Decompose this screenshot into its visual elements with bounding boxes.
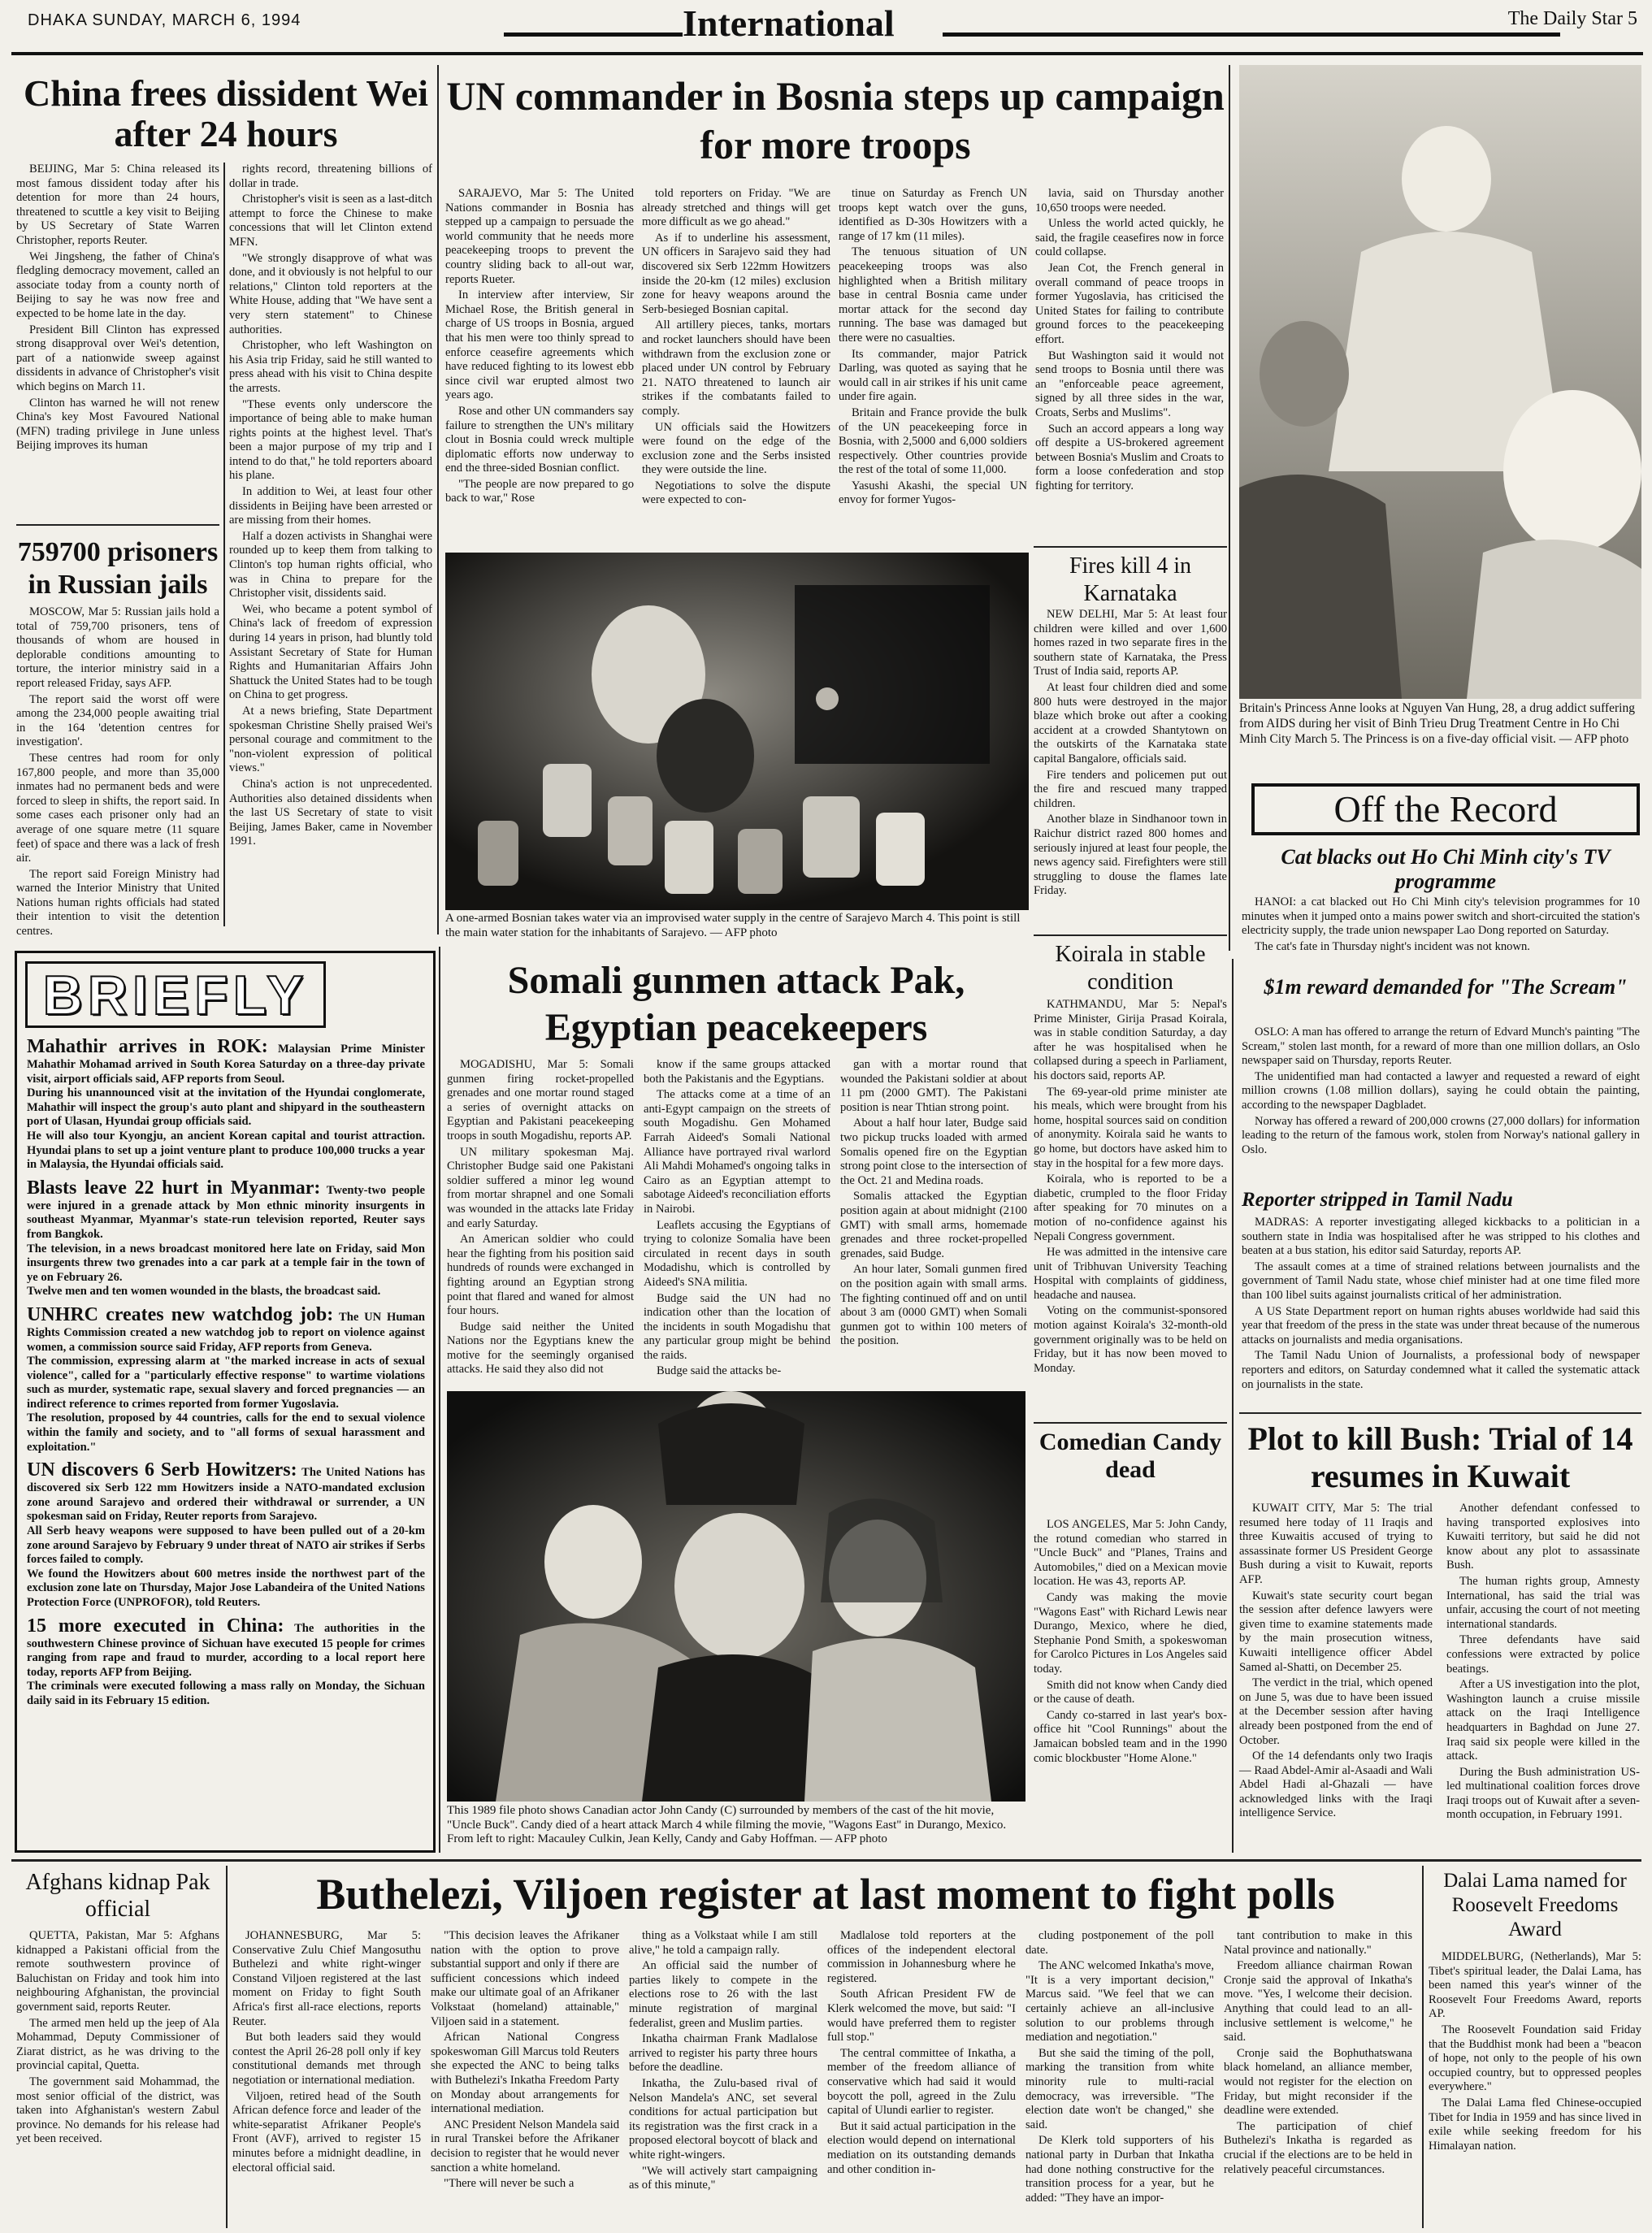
- briefly-item-1: [27, 1036, 425, 1173]
- bosnia-col4: lavia, said on Thursday another 10,650 troops were needed. Unless the world acted quickly, he said, the fragile ceasefires now in force could collapse. Jean Cot, the French general in overall command of peace troops in former Yugoslavia, has criticised the United States for failing to contribute ground forces to the peacekeeping effort. But Washington said it would not send troops to Bosnia until there was an "enforceable peace agreement, signed by all three sides in the war, Croats, Serbs and Muslims". Such an accord appears a long way off despite a US-brokered agreement between Bosnia's Muslim and Croats to form a loose confederation and stop fighting for territory.: [1035, 187, 1224, 492]
- china-col1: BEIJING, Mar 5: China released its most famous dissident today after his detention for more than 24 hours, threatened to scuttle a key visit to Beijing by US Secretary of State Warren Christopher, reports Reuter. Wei Jingsheng, the father of China's fledgling democracy movement, called an associate today from a county north of Beijing to say he was now free and expected to be home late in the day. President Bill Clinton has expressed strong disapproval over Wei's detention, part of a nationwide sweep against dissidents in advance of Christopher's visit which begins on March 11. Clinton has warned he will not renew China's key Most Favoured National (MFN) trading privilege in June unless Beijing improves its human: [16, 163, 219, 453]
- briefly-text: Twenty-two people were injured in a grenade attack by Mon ethnic minority insurgents in southeast Myanmar, Myanmar's state-run television reported, Reuter says from Bangkok. The television, in a news broadcast monitored here late on Friday, said Mon insurgents threw two grenades into a car park at a temple fair in the town of ye on February 26. Twelve men and ten women wounded in the blasts, the broadcast said.: [27, 1183, 426, 1299]
- briefly-text: Malaysian Prime Minister Mahathir Mohamad arrived in South Korea Saturday on a three-day private visit, airport officials said, AFP reports from Seoul. During his unannounced visit at the invitation of the Hyundai conglomerate, Mahathir will inspect the group's auto plant and shipyard in the southeastern port of Ulasan, Hyundai group officials said. He will also tour Kyongju, an ancient Korean capital and tourist attraction. Hyundai plans to set up a joint venture plant to produce 100,000 trucks a year in Malaysia, the Hyundai officials said.: [27, 1043, 425, 1172]
- anne-caption: Britain's Princess Anne looks at Nguyen Van Hung, 28, a drug addict suffering from AIDS during her visit of Binh Trieu Drug Treatment Centre in Ho Chi Minh City March 5. The Princess is on a five-day official visit. — AFP photo: [1239, 701, 1635, 746]
- russia-body: MOSCOW, Mar 5: Russian jails hold a total of 759,700 prisoners, tens of thousands of whom are housed in deplorable conditions amounting to torture, the interior ministry said in a report released Friday, says AFP. The report said the worst off were among the 234,000 people awaiting trial in the 164 'detention centres for investigation'. These centres had room for only 167,800 people, and more than 35,000 inmates had no permanent beds and were forced to sleep in shifts, the report said. In some cases each prisoner only had an average of one square metre (11 square feet) of space and there was a lack of fresh air. The report said Foreign Ministry had warned the Interior Ministry that United Nations human rights officials had stated their intention to visit the detention centres.: [16, 605, 219, 939]
- candy-caption: This 1989 file photo shows Canadian actor John Candy (C) surrounded by members of the cast of the hit movie, "Uncle Buck". Candy died of a heart attack March 4 while filming the movie, "Wagons East" in Durango, Mexico. From left to right: Macauley Culkin, Jean Kelly, Candy and Gaby Hoffman. — AFP photo: [447, 1804, 1007, 1845]
- divider: [226, 1866, 228, 2228]
- paper-name-page: The Daily Star 5: [1507, 8, 1637, 29]
- off-the-record-title-box: [1251, 783, 1640, 835]
- somali-col3: gan with a mortar round that wounded the Pakistani soldier at about 11 pm (2000 GMT). The Pakistani position is near Thtian strong point. About a half hour later, Budge said two pickup trucks loaded with armed Somalis opened fire on the Egyptian strong point close to the intersection of the Oct. 21 and Medina roads. Somalis attacked the Egyptian position again at about midnight (2100 GMT) with small arms, homemade grenades and three rocket-propelled grenades, said Budge. An hour later, Somali gunmen fired on the position again with small arms. The fighting continued off and on until about 3 am (0000 GMT) when Somali gunmen got to within 100 meters of the position.: [840, 1058, 1027, 1348]
- divider: [1034, 546, 1227, 548]
- bosnia-col1: SARAJEVO, Mar 5: The United Nations commander in Bosnia has stepped up a campaign to persuade the world community that he needs more peacekeeping troops to prevent the country sliding back to all-out war, reports Rueter. In interview after interview, Sir Michael Rose, the British general in charge of US troops in Bosnia, argued that his men were too thinly spread to enforce ceasefire agreements which have reduced fighting to its lowest ebb since civil war erupted almost two years ago. Rose and other UN commanders say failure to strengthen the UN's military clout in Bosnia could wreck multiple diplomatic efforts now underway to end the three-sided Bosnian conflict. "The people are now prepared to go back to war," Rose: [445, 187, 634, 505]
- divider: [1239, 1412, 1641, 1414]
- buthelezi-headline: Buthelezi, Viljoen register at last moment to fight polls: [316, 1870, 1335, 1919]
- somali-headline: Somali gunmen attack Pak, Egyptian peacekeepers: [507, 959, 965, 1049]
- scream-body: OSLO: A man has offered to arrange the return of Edvard Munch's painting "The Scream," stolen last month, for a reward of more than one million dollars, an Oslo newspaper said on Thursday, reports Reuter. The unidentified man had contacted a lawyer and requested a reward of eight million crowns (1.08 million dollars), saying he could obtain the painting, according to the newspaper Dagbladet. Norway has offered a reward of 200,000 crowns (27,000 dollars) for information leading to the return of the famous work, stolen from Norway's national gallery in Oslo.: [1242, 1025, 1640, 1156]
- divider: [439, 947, 440, 1853]
- china-headline: China frees dissident Wei after 24 hours: [24, 72, 428, 154]
- buthelezi-col6: tant contribution to make in this Natal province and nationally." Freedom alliance chairman Rowan Cronje said the approval of Inkatha's move. "Yes, I welcome their decision. Anything that could lead to an all-inclusive settlement is welcome," he said. Cronje said the Bophuthatswana black homeland, an alliance member, would not register for the election on Friday, but might reconsider if the deadline were extended. The participation of chief Buthelezi's Inkatha is regarded as crucial if the elections are to be held in relatively peaceful circumstances.: [1224, 1929, 1412, 2176]
- off-the-record-title: Off the Record: [1333, 788, 1558, 830]
- buthelezi-col4: Madlalose told reporters at the offices of the independent electoral commission in Johannesburg where he registered. South African President FW de Klerk welcomed the move, but said: "I would have preferred them to register full stop." The central committee of Inkatha, a member of the freedom alliance of conservative which had said it would boycott the poll, agreed in the Zulu capital of Ulundi earlier to register. But it said actual participation in the election would depend on international mediation on its outstanding demands and other condition in-: [827, 1929, 1016, 2176]
- divider: [1229, 65, 1230, 951]
- divider: [1232, 959, 1234, 1853]
- bosnia-col2: told reporters on Friday. "We are already stretched and things will get more difficult as we go ahead." As if to underline his assessment, UN officers in Sarajevo said they had discovered six Serb 122mm Howitzers inside the 20-km (12 miles) exclusion zone for heavy weapons around the Serb-besieged Bosnian capital. All artillery pieces, tanks, mortars and rocket launchers should have been withdrawn from the exclusion zone or placed under UN control by February 21. NATO threatened to launch air strikes if the combatants failed to comply. UN officials said the Howitzers were found on the edge of the exclusion zone and the Serbs insisted they were outside the line. Negotiations to solve the dispute were expected to con-: [642, 187, 830, 507]
- divider: [437, 65, 439, 934]
- sarajevo-photo-image: [445, 553, 1029, 910]
- briefly-item-3: [27, 1304, 425, 1455]
- tamil-headline: Reporter stripped in Tamil Nadu: [1242, 1189, 1513, 1211]
- briefly-head: UN discovers 6 Serb Howitzers:: [27, 1459, 297, 1481]
- bush-col1: KUWAIT CITY, Mar 5: The trial resumed here today of 11 Iraqis and three Kuwaitis accused of trying to assassinate former US President George Bush during a visit to Kuwait, reports AFP. Kuwait's state security court began the session after defence lawyers were given time to examine statements made by the main prosecution witness, Kuwaiti intelligence officer Abdel Samed al-Shatti, on December 25. The verdict in the trial, which opened on June 5, was due to have been issued at the December session after having already been postponed from the end of October. Of the 14 defendants only two Iraqis — Raad Abdel-Amir al-Asaadi and Wali Abdel Hadi al-Ghazali — have acknowledged links with the Iraqi intelligence Service.: [1239, 1502, 1433, 1820]
- dalai-headline: Dalai Lama named for Roosevelt Freedoms Award: [1443, 1870, 1627, 1940]
- buthelezi-col5: cluding postponement of the poll date. The ANC welcomed Inkatha's move, "It is a very important decision," Marcus said. "We feel that we can certainly achieve an all-inclusive solution to our problems through mediation and negotiation." But she said the timing of the poll, marking the transition from white minority rule to multi-racial democracy, was irreversible. "The election date won't be changed," she said. De Klerk told supporters of his national party in Durban that Inkatha had done nothing constructive for the transition process for a year, but he added: "They have an impor-: [1025, 1929, 1214, 2205]
- bosnia-headline: UN commander in Bosnia steps up campaign for more troops: [446, 73, 1225, 167]
- bosnia-col3: tinue on Saturday as French UN troops kept watch over the guns, identified as D-30s Howitzers with a range of 17 km (11 miles). The tenuous situation of UN peacekeeping troops was also highlighted when a British military base in central Bosnia came under mortar attack for the second day running. The base was damaged but there were no casualties. Its commander, major Patrick Darling, was quoted as saying that he would call in air strikes if his unit came under fire again. Britain and France provide the bulk of the UN peacekeeping force in Bosnia, with 2,5000 and 6,000 soldiers respectively. Other countries provide the rest of the total of some 11,000. Yasushi Akashi, the special UN envoy for former Yugos-: [839, 187, 1027, 507]
- briefly-title: BRIEFLY: [42, 965, 309, 1026]
- cat-body: HANOI: a cat blacked out Ho Chi Minh city's television programmes for 10 minutes when it jumped onto a mains power switch and short-circuited the station's electricity supply, the trade union newspaper Lao Dong reported on Saturday. The cat's fate in Thursday night's incident was not known.: [1242, 895, 1640, 953]
- divider: [1034, 1422, 1227, 1424]
- masthead-bar-left: [504, 33, 683, 37]
- briefly-head: 15 more executed in China:: [27, 1615, 284, 1637]
- dalai-body: MIDDELBURG, (Netherlands), Mar 5: Tibet's spiritual leader, the Dalai Lama, has been named this year's winner of the Roosevelt Four Freedoms Award, reports AP. The Roosevelt Foundation said Friday that the Buddhist monk had been a "beacon of hope, not only to the people of his own occupied country, but to oppressed peoples everywhere." The Dalai Lama fled Chinese-occupied Tibet for India in 1959 and has since lived in exile while seeking freedom for his Himalayan nation.: [1429, 1950, 1641, 2153]
- briefly-head: Blasts leave 22 hurt in Myanmar:: [27, 1177, 321, 1199]
- briefly-text: The United Nations has discovered six Serb 122 mm Howitzers inside a NATO-mandated exclusion zone around Sarajevo and ordered their withdrawal or surrender, a UN spokesman said on Friday, Reuter reports from Sarajevo. All Serb heavy weapons were supposed to have been pulled out of a 20-km zone around Sarajevo by February 9 under threat of NATO air strikes if Serbs forces failed to comply. We found the Howitzers about 600 metres inside the northwest part of the exclusion zone late on Thursday, Major Jose Labandeira of the United Nations Protection Force (UNPROFOR), told Reuters.: [27, 1466, 426, 1609]
- briefly-box: [15, 951, 436, 1853]
- buthelezi-col3: thing as a Volkstaat while I am still alive," he told a campaign rally. An official said the number of parties likely to compete in the elections rose to 26 with the last minute registration of marginal federalist, green and Muslim parties. Inkatha chairman Frank Madlalose arrived to register his party three hours before the deadline. Inkatha, the Zulu-based rival of Nelson Mandela's ANC, set several conditions for actual participation but its registration was the first crack in a proposed electoral boycott of black and white right-wingers. "We will actively start campaigning as of this minute,": [629, 1929, 817, 2192]
- divider: [11, 1859, 1641, 1862]
- candy-headline: Comedian Candy dead: [1038, 1429, 1222, 1483]
- anne-photo-image: [1239, 65, 1641, 699]
- candy-photo: [447, 1391, 1025, 1802]
- dateline: DHAKA SUNDAY, MARCH 6, 1994: [28, 11, 301, 29]
- divider: [16, 524, 219, 526]
- divider: [1034, 934, 1227, 936]
- anne-photo: [1239, 65, 1641, 699]
- masthead: [0, 0, 1652, 54]
- sarajevo-photo: [445, 553, 1029, 910]
- buthelezi-col2: "This decision leaves the Afrikaner nation with the option to prove substantial support and only if there are sufficient concessions which indeed make our ultimate goal of an Afrikaner Volkstaat (homeland) attainable," Viljoen said in a statement. African National Congress spokeswoman Gill Marcus told Reuters she expected the ANC to being talks with Buthelezi's Inkatha Freedom Party on Monday about arrangements for international mediation. ANC President Nelson Mandela said in rural Transkei before the Afrikaner decision to register that he would never sanction a white homeland. "There will never be such a: [431, 1929, 619, 2191]
- briefly-title-box: [25, 961, 326, 1028]
- tamil-body: MADRAS: A reporter investigating alleged kickbacks to a politician in a southern state in India was hospitalised after he was stripped to his clothes and beaten at a bus station, his editor said Saturday, reports AP. The assault comes at a time of strained relations between journalists and the government of Tamil Nadu state, whose chief minister had at one time filed more than 100 libel suits against journalists critical of her administration. A US State Department report on human rights abuses worldwide had said this year that freedom of the press in the state was under threat because of the numerous attacks on journalists and media organisations. The Tamil Nadu Union of Journalists, a professional body of newspaper reporters and editors, on Saturday condemned what it called the systematic attack on journalists in the state.: [1242, 1216, 1640, 1391]
- briefly-item-2: [27, 1177, 425, 1299]
- briefly-text: The authorities in the southwestern Chinese province of Sichuan have executed 15 people for crimes ranging from rape and fraud to murder, according to a local report here today, reports AFP from Beijing. The criminals were executed following a mass rally on Monday, the Sichuan daily said in its February 15 edition.: [27, 1621, 425, 1707]
- briefly-text: The UN Human Rights Commission created a new watchdog job to report on violence against women, a commission source said Friday, AFP reports from Geneva. The commission, expressing alarm at "the marked increase in acts of sexual violence", called for a "particularly effective response" to wartime violations such as murder, systematic rape, sexual slavery and forced pregnancies — an indirect reference to crimes reported from former Yugoslavia. The resolution, proposed by 44 countries, calls for the end to sexual violence within the family and society, and to "all forms of sexual harassment and exploitation.": [27, 1310, 426, 1454]
- divider: [223, 163, 225, 926]
- sarajevo-caption: A one-armed Bosnian takes water via an improvised water supply in the centre of Sarajevo March 4. This point is still the main water station for the inhabitants of Sarajevo. — AFP photo: [445, 912, 1021, 939]
- scream-headline: $1m reward demanded for "The Scream": [1264, 975, 1628, 999]
- masthead-rule: [11, 52, 1643, 55]
- briefly-head: UNHRC creates new watchdog job:: [27, 1303, 334, 1325]
- koirala-body: KATHMANDU, Mar 5: Nepal's Prime Minister, Girija Prasad Koirala, was in stable condition Saturday, a day after he was hospitalised when he collapsed during a speech in Parliament, his doctors said, reports AP. The 69-year-old prime minister ate his meals, which were brought from his home, hospital sources said on condition of anonymity. Koirala said he wants to go home, but doctors have asked him to stay in the hospital for a few more days. Koirala, who is reported to be a diabetic, crumpled to the floor Friday after speaking for 70 minutes on a motion of no-confidence against his Nepali Congress government. He was admitted in the intensive care unit of Tribhuvan University Teaching Hospital with complaints of giddiness, headache and nausea. Voting on the communist-sponsored motion against Koirala's 32-month-old government originally was to be held on Friday, but it has now been moved to Monday.: [1034, 998, 1227, 1375]
- somali-col1: MOGADISHU, Mar 5: Somali gunmen firing rocket-propelled grenades and one mortar round staged a series of overnight attacks on Egyptian and Pakistani peacekeeping troops in south Mogadishu, reports AP. UN military spokesman Maj. Christopher Budge said one Pakistani soldier suffered a minor leg wound from mortar shrapnel and one Somali was wounded in the attacks late Friday and early Saturday. An American soldier who could hear the fighting from his position said hundreds of rounds were exchanged in fighting around an Egyptian strong point that flared and waned for almost four hours. Budge said neither the United Nations nor the Egyptians knew the motive for the seemingly organised attacks. He said they also did not: [447, 1058, 634, 1377]
- buthelezi-col1: JOHANNESBURG, Mar 5: Conservative Zulu Chief Mangosuthu Buthelezi and white right-winger Constand Viljoen registered at the last moment on Friday to fight South Africa's first all-race elections, reports Reuter. But both leaders said they would contest the April 26-28 poll only if key constitutional demands met through negotiation or international mediation. Viljoen, retired head of the South African defence force and leader of the white-separatist Afrikaner People's Front (AVF), arrived to register 15 minutes before a midnight deadline, in electoral official said.: [232, 1929, 421, 2174]
- russia-headline: 759700 prisoners in Russian jails: [17, 537, 219, 600]
- somali-col2: know if the same groups attacked both the Pakistanis and the Egyptians. The attacks come at a time of an anti-Egypt campaign on the streets of south Mogadishu. Gen Mohamed Farrah Aideed's Somali National Alliance have portrayed rival warlord Ali Mahdi Mohamed's ongoing talks in Cairo as an Egyptian attempt to sabotage Aideed's reconciliation efforts in Nairobi. Leaflets accusing the Egyptians of trying to colonize Somalia have been circulated in recent days in south Modadishu, which is controlled by Aideed's SNA militia. Budge said the UN had no indication other than the location of the incidents in south Mogadishu that any particular group might be behind the raids. Budge said the attacks be-: [644, 1058, 830, 1378]
- afghans-body: QUETTA, Pakistan, Mar 5: Afghans kidnapped a Pakistani official from the remote southwestern province of Baluchistan on Friday and took him into neighbouring Afghanistan, the provincial government said, reports Reuter. The armed men held up the jeep of Ala Mohammad, Deputy Commissioner of Ziarat district, as he was driving to the provincial capital, Quetta. The government said Mohammad, the most senior official of the district, was taken into Afghanistan's western Zabul province. No demands for his release had yet been received.: [16, 1929, 219, 2146]
- masthead-bar-right: [943, 33, 1560, 37]
- briefly-items: [27, 1036, 425, 1709]
- section-title: International: [683, 2, 895, 44]
- divider: [1422, 1866, 1424, 2228]
- karnataka-headline: Fires kill 4 in Karnataka: [1069, 553, 1192, 606]
- briefly-item-5: [27, 1615, 425, 1709]
- candy-photo-image: [447, 1391, 1025, 1802]
- briefly-item-4: [27, 1459, 425, 1610]
- briefly-head: Mahathir arrives in ROK:: [27, 1036, 268, 1057]
- afghans-headline: Afghans kidnap Pak official: [25, 1870, 210, 1922]
- karnataka-body: NEW DELHI, Mar 5: At least four children were killed and over 1,600 homes razed in two separate fires in the southern state of Karnataka, the Press Trust of India said, reports AP. At least four children died and some 800 huts were destroyed in the major blaze which broke out after a cooking accident at a crowded Shantytown on the outskirts of the Karnataka state capital Bangalore, officials said. Fire tenders and policemen put out the fire and rescued many trapped children. Another blaze in Sindhanoor town in Raichur district razed 800 homes and seriously injured at least four people, the news agency said. Firefighters were still struggling to douse the flames late Friday.: [1034, 608, 1227, 898]
- bush-col2: Another defendant confessed to having transported explosives into Kuwaiti territory, but said he did not know about any plot to assassinate Bush. The human rights group, Amnesty International, has said the trial was unfair, accusing the court of not meeting international standards. Three defendants have said confessions were extracted by police beatings. After a US investigation into the plot, Washington launch a cruise missile attack on the Iraqi Intelligence headquarters in Baghdad on June 27. Iraq said six people were killed in the attack. During the Bush administration US-led multinational coalition forces drove Iraqi troops out of Kuwait after a seven-month occupation, in February 1991.: [1446, 1502, 1640, 1822]
- bush-headline: Plot to kill Bush: Trial of 14 resumes in Kuwait: [1247, 1420, 1633, 1494]
- koirala-headline: Koirala in stable condition: [1055, 942, 1206, 995]
- cat-headline: Cat blacks out Ho Chi Minh city's TV programme: [1281, 845, 1611, 893]
- candy-body: LOS ANGELES, Mar 5: John Candy, the rotund comedian who starred in "Uncle Buck" and "Planes, Trains and Automobiles," died on a Mexican movie location. He was 43, reports AP. Candy was making the movie "Wagons East" with Richard Lewis near Durango, Mexico, where he died, Stephanie Pond Smith, a spokeswoman for Carolco Pictures in Los Angeles said today. Smith did not know when Candy died or the cause of death. Candy co-starred in last year's box-office hit "Cool Runnings" about the Jamaican bobsled team and in the 1990 comic blockbuster "Home Alone.": [1034, 1518, 1227, 1765]
- china-col2: rights record, threatening billions of dollar in trade. Christopher's visit is seen as a last-ditch attempt to force the Chinese to make concessions that will let Clinton extend MFN. "We strongly disapprove of what was done, and it obviously is not helpful to our relations," Clinton told reporters at the White House, adding that "We have sent a very stern statement" to Chinese authorities. Christopher, who left Washington on his Asia trip Friday, said he still wanted to press ahead with his visit to China despite the arrests. "These events only underscore the importance of being able to make human rights points at the highest level. That's been a major purpose of my trip and I intend to do that," he told reporters aboard his plane. In addition to Wei, at least four other dissidents in Beijing have been arrested or are missing from their homes. Half a dozen activists in Shanghai were rounded up to keep them from talking to Clinton's top human rights official, who was in China to prepare for the Christopher visit, dissidents said. Wei, who became a potent symbol of China's lack of freedom of expression during 14 years in prison, had bluntly told Assistant Secretary of State for Human Rights and Humanitarian Affairs John Shattuck the United States had to be tough on China to get progress. At a news briefing, State Department spokesman Christine Shelly praised Wei's personal courage and commitment to the "non-violent expression of political views." China's action is not unprecedented. Authorities also detained dissidents when the last US Secretary of state to visit Beijing, James Baker, came in November 1991.: [229, 163, 432, 848]
